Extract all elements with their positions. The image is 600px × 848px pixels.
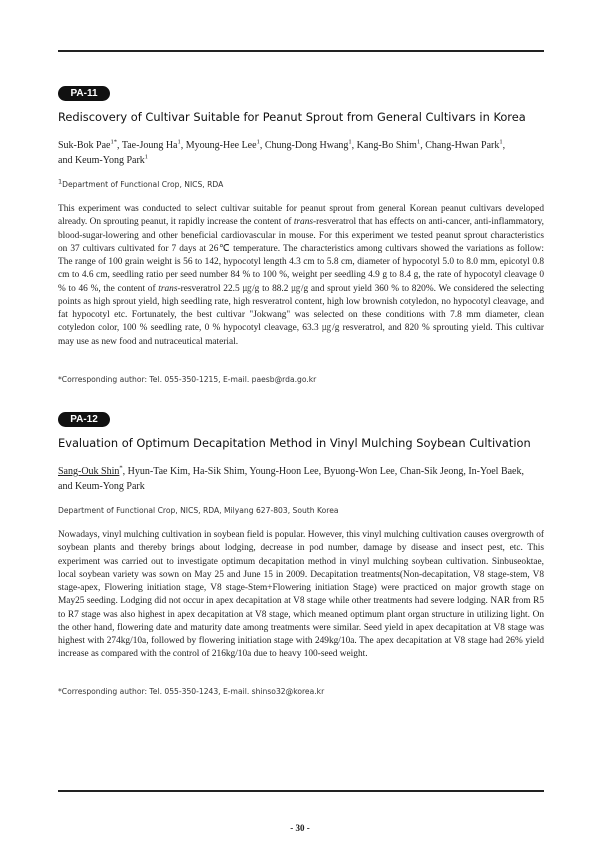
abstract-body-pa12: Nowadays, vinyl mulching cultivation in soybean field is popular. However, this vinyl mulching cultivation causes overgrowth of soybean plants and thereby brings about lodging, decrease in pod number, damage by disease and insect pest, etc. This experiment was carried out to investigate optimum decapitation method in vinyl mulching soybean cultivation. Sinbuseoktae, local soybean variety was sown on May 25 and June 15 in 2009. Decapitation treatments(Non-decapitation, V8 stage-stem, V8 stage-apex, Flowering initiation stage, V8 stage-Stem+Flowering initiation Stage) were practiced on major growth stage on May25 seeding. Lodging did not occur in apex decapitation at V8 stage while other treatments had severe lodging. NAR from R5 to R7 stage was also highest in apex decapitation at V8 stage, which meaned optimum plant organ structure in utilizing light. On the other hand, flowering date and maturity date among treatments were similar. Seed yield in apex decapitation at V8 stage was highest with 274kg/10a, followed by flowering initiation stage with 249kg/10a. The apex decapitation at V8 stage had 26% yield increase as compared with the control of 216kg/10a due to heavy 100-seed weight. — [58, 530, 544, 660]
authors-rest: , Hyun-Tae Kim, Ha-Sik Shim, Young-Hoon Lee, Byuong-Won Lee, Chan-Sik Jeong, In-Yoel Baek, — [122, 466, 524, 477]
author-name: Chang-Hwan Park — [425, 140, 500, 151]
author-sup: 1 — [177, 138, 181, 146]
author-sup: 1 — [499, 138, 503, 146]
author-sep: , — [502, 140, 506, 151]
author-name: Suk-Bok Pae — [58, 140, 111, 151]
first-author: Sang-Ouk Shin — [58, 466, 120, 477]
author-name: Keum-Yong Park — [74, 155, 145, 166]
author-and: and — [58, 155, 75, 166]
affiliation-pa11 — [58, 177, 544, 189]
abstract-body-pa11 — [58, 203, 544, 349]
affiliation-text: Department of Functional Crop, NICS, RDA — [62, 180, 224, 189]
corresponding-author-pa11: *Corresponding author: Tel. 055-350-1215, E-mail. paesb@rda.go.kr — [58, 375, 317, 384]
author-name: Chung-Dong Hwang — [264, 140, 349, 151]
author-sup: 1 — [256, 138, 260, 146]
italic-trans: trans — [293, 217, 314, 228]
author-sup: 1 — [144, 153, 149, 161]
abstract-text: This experiment was conducted to select cultivar suitable for peanut sprout from general Korean peanut cultivars developed already. On sprouting peanut, it rapidly increase the content of — [58, 204, 544, 228]
author-sep: , — [180, 140, 186, 151]
author-sep: , — [420, 140, 426, 151]
authors-line2: and Keum-Yong Park — [58, 481, 145, 492]
author-sep: , — [259, 140, 265, 151]
authors-pa11 — [58, 138, 544, 168]
corresponding-author-pa12: *Corresponding author: Tel. 055-350-1243, E-mail. shinso32@korea.kr — [58, 687, 325, 696]
author-sup: * — [119, 464, 123, 472]
top-rule — [58, 50, 544, 52]
author-name: Kang-Bo Shim — [356, 140, 417, 151]
author-name: Tae-Joung Ha — [121, 140, 178, 151]
abstract-title-pa12: Evaluation of Optimum Decapitation Method in Vinyl Mulching Soybean Cultivation — [58, 436, 531, 450]
bottom-rule — [58, 790, 544, 792]
abstract-badge-pa11: PA-11 — [58, 86, 110, 101]
author-sup: 1 — [416, 138, 421, 146]
abstract-title-pa11: Rediscovery of Cultivar Suitable for Peanut Sprout from General Cultivars in Korea — [58, 110, 526, 124]
page-number: - 30 - — [290, 823, 310, 833]
author-sep: , — [117, 140, 122, 151]
author-sup: 1* — [110, 138, 117, 146]
abstract-badge-pa12: PA-12 — [58, 412, 110, 427]
author-name: Myoung-Hee Lee — [185, 140, 257, 151]
author-sup: 1 — [348, 138, 352, 146]
affiliation-sup: 1 — [58, 177, 63, 186]
authors-pa12 — [58, 464, 544, 494]
italic-trans: trans — [158, 283, 178, 294]
abstract-text: -resveratrol that has effects on anti-cancer, anti-inflammatory, blood-sugar-lowering and other beneficial cardiovascular in mouse. For this experiment we tested peanut sprout characteristics on 37 cultivars cultivated for 7 days at 26℃ temperature. The characteristics among cultivars showed the variations as follow: The range of 100 grain weight is 56 to 142, hypocotyl length 4.3 cm to 5.8 cm, diameter of hypocotyl 5.0 to 8.0 mm, epicotyl 0.8 cm to 4.6 cm, seedling ratio per seed number 84 % to 100 %, weight per seedling 4.9 g to 8.4 g, the rate of hypocotyl cleavage 0 % to 46 %, the content of — [58, 217, 544, 294]
author-sep: , — [351, 140, 357, 151]
abstract-text: -resveratrol 22.5 ㎍/g to 88.2 ㎍/g and sprout yield 360 % to 820%. We considered the selecting points as high sprout yield, high seedling rate, high resveratrol content, high low brownish cotyledon, no hypocotyl cleavage, and fat hypocotyl etc. Fortunately, the best cultivar "Jokwang" was selected on these conditions with 7.8 mm diameter, clean cotyledon color, 100 % seedling rate, 0 % hypocotyl cleavage, 63.3 ㎍/g resveratrol, and 820 % sprouting yield. This cultivar may use as new food and nutraceutical material. — [58, 283, 544, 347]
affiliation-pa12: Department of Functional Crop, NICS, RDA, Milyang 627-803, South Korea — [58, 506, 339, 515]
